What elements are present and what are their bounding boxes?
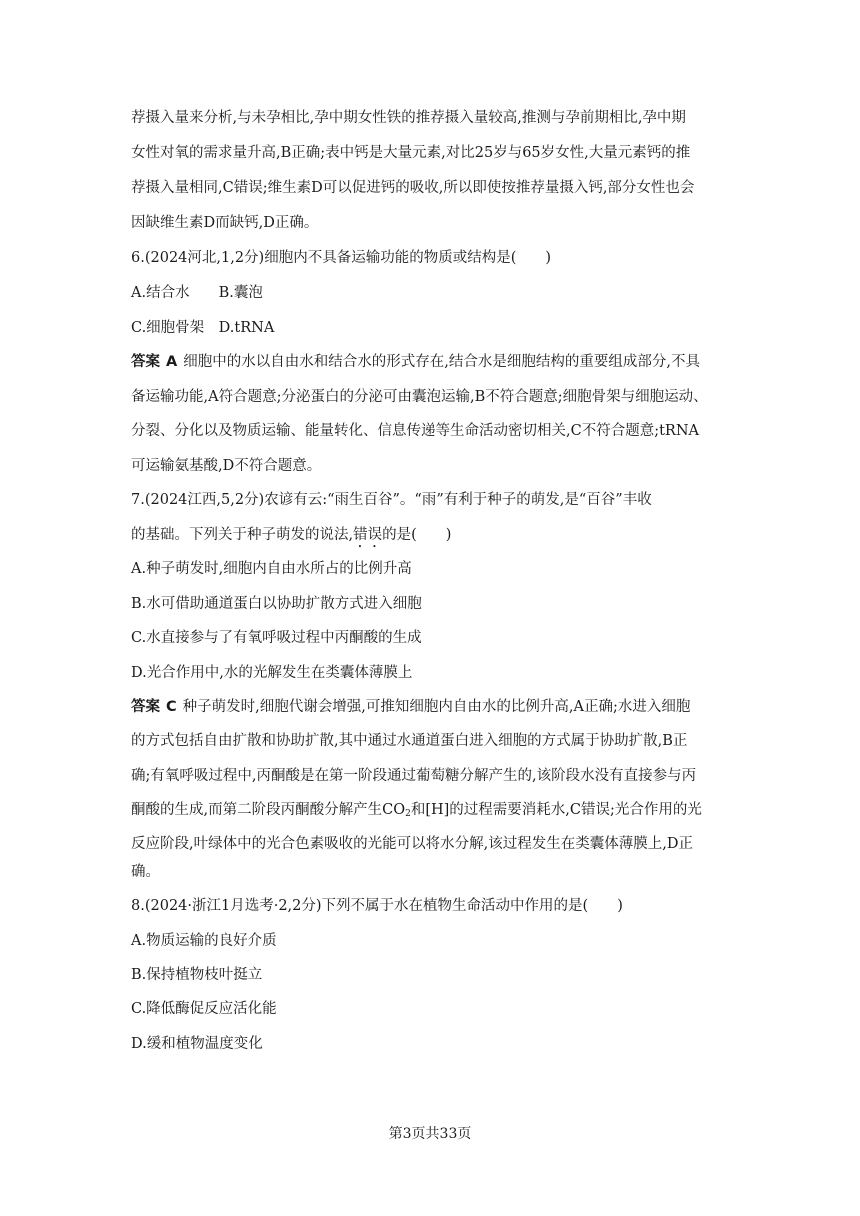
answer-label: 答案: [131, 354, 160, 370]
answer-explanation: 种子萌发时,细胞代谢会增强,可推知细胞内自由水的比例升高,A正确;水进入细胞: [182, 699, 691, 715]
option-b: B.保持植物枝叶挺立: [131, 967, 263, 983]
question-8-stem: 8.(2024·浙江1月选考·2,2分)下列不属于水在植物生命活动中作用的是( ): [131, 898, 623, 914]
option-c: C.降低酶促反应活化能: [131, 1001, 277, 1017]
option-c: C.水直接参与了有氧呼吸过程中丙酮酸的生成: [131, 630, 422, 646]
option-a: A.物质运输的良好介质: [131, 933, 277, 949]
question-7-stem: [131, 525, 451, 551]
question-7-answer: [131, 697, 690, 717]
text-line: 确。: [131, 864, 160, 880]
question-7-stem: 7.(2024江西,5,2分)农谚有云:“雨生百谷”。“雨”有利于种子的萌发,是“百谷”丰收: [131, 492, 652, 508]
text-line: 确;有氧呼吸过程中,丙酮酸是在第一阶段通过葡萄糖分解产生的,该阶段水没有直接参与丙: [131, 768, 697, 784]
option-b: B.水可借助通道蛋白以协助扩散方式进入细胞: [131, 596, 422, 612]
text-line: [131, 800, 702, 820]
text-line: 因缺维生素D而缺钙,D正确。: [131, 215, 319, 231]
subscript: 2: [405, 809, 411, 819]
text-line: 荐摄入量相同,C错误;维生素D可以促进钙的吸收,所以即使按推荐量摄入钙,部分女性也会: [131, 180, 695, 196]
question-6-options: A.结合水 B.囊泡: [131, 285, 263, 301]
question-6-options: C.细胞骨架 D.tRNA: [131, 320, 275, 336]
option-d: D.缓和植物温度变化: [131, 1036, 263, 1052]
answer-key: A: [166, 354, 178, 370]
stem-text: 的基础。下列关于种子萌发的说法,: [131, 527, 354, 543]
text-line: 分裂、分化以及物质运输、能量转化、信息传递等生命活动密切相关,C不符合题意;tRNA: [131, 423, 699, 439]
answer-label: 答案: [131, 699, 160, 715]
text-part: 和[H]的过程需要消耗水,C错误;光合作用的光: [410, 802, 702, 818]
text-line: 可运输氨基酸,D不符合题意。: [131, 458, 322, 474]
text-line: 的方式包括自由扩散和协助扩散,其中通过水通道蛋白进入细胞的方式属于协助扩散,B正: [131, 733, 688, 749]
page-footer: 第3页共33页: [388, 1126, 472, 1142]
stem-text: 的是( ): [382, 527, 452, 543]
text-line: 女性对氧的需求量升高,B正确;表中钙是大量元素,对比25岁与65岁女性,大量元素钙的推: [131, 145, 691, 161]
text-line: 反应阶段,叶绿体中的光合色素吸收的光能可以将水分解,该过程发生在类囊体薄膜上,D正: [131, 836, 693, 852]
emphasized-word: 错误: [353, 527, 383, 543]
text-line: 备运输功能,A符合题意;分泌蛋白的分泌可由囊泡运输,B不符合题意;细胞骨架与细胞运动、: [131, 389, 708, 405]
question-6-stem: 6.(2024河北,1,2分)细胞内不具备运输功能的物质或结构是( ): [131, 250, 552, 266]
question-6-answer: [131, 352, 700, 372]
text-part: 酮酸的生成,而第二阶段丙酮酸分解产生CO: [131, 802, 406, 818]
text-line: 荐摄入量来分析,与未孕相比,孕中期女性铁的推荐摄入量较高,推测与孕前期相比,孕中期: [131, 110, 686, 126]
option-a: A.种子萌发时,细胞内自由水所占的比例升高: [131, 561, 412, 577]
answer-explanation: 细胞中的水以自由水和结合水的形式存在,结合水是细胞结构的重要组成部分,不具: [183, 354, 700, 370]
option-d: D.光合作用中,水的光解发生在类囊体薄膜上: [131, 665, 413, 681]
answer-key: C: [166, 699, 177, 715]
